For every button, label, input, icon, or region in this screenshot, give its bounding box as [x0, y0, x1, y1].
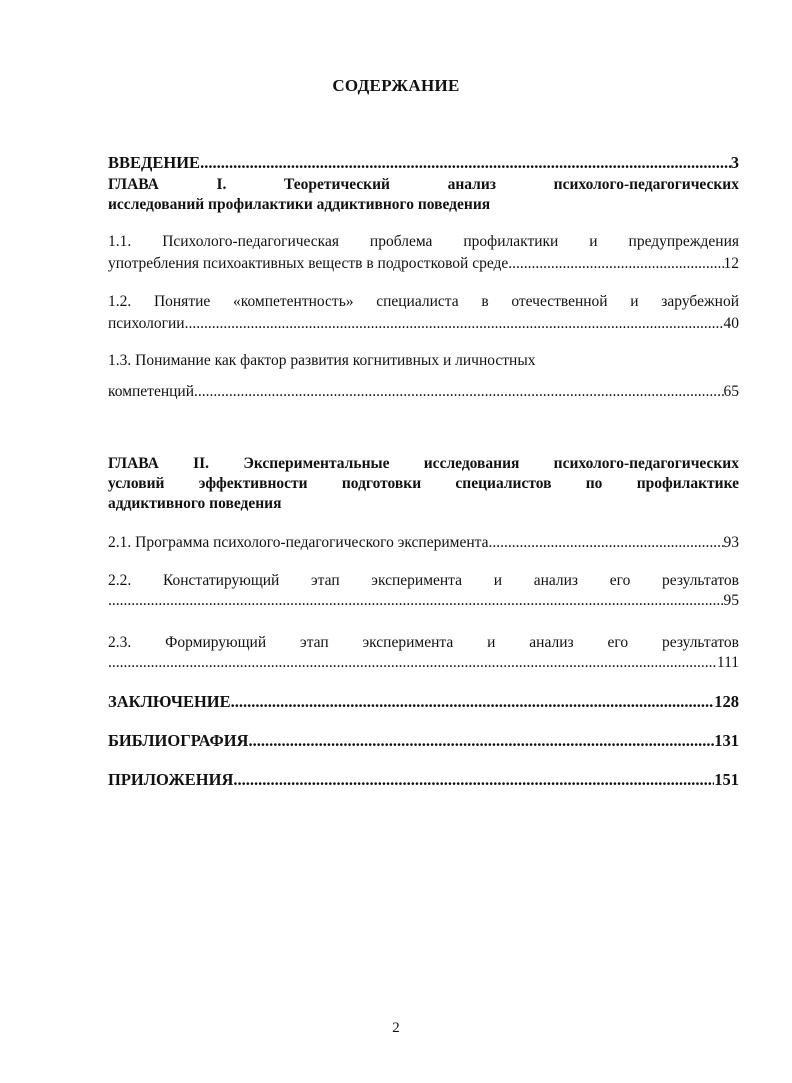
toc-entry-1-2	[108, 315, 739, 333]
toc-page: 151	[714, 770, 739, 789]
toc-label: ЗАКЛЮЧЕНИЕ	[108, 692, 231, 711]
toc-label: БИБЛИОГРАФИЯ	[108, 731, 249, 750]
toc-label: 2.1. Программа психолого-педагогического эксперимента	[108, 534, 489, 551]
toc-page: 12	[723, 255, 739, 272]
toc-leader	[231, 692, 715, 712]
toc-page: 65	[723, 383, 739, 400]
toc-entry-conclusion	[108, 692, 739, 712]
toc-label: ПРИЛОЖЕНИЯ	[108, 770, 234, 789]
toc-leader	[508, 255, 723, 273]
toc-leader	[108, 654, 717, 672]
toc-page: 40	[723, 315, 739, 332]
chapter-2-heading-line2: условий эффективности подготовки специалистов по профилактике	[108, 475, 739, 492]
toc-entry-2-2-line1: 2.2. Констатирующий этап эксперимента и анализ его результатов	[108, 572, 739, 589]
toc-page: 95	[723, 592, 739, 609]
toc-entry-introduction	[108, 153, 739, 173]
toc-entry-1-1-line1: 1.1. Психолого-педагогическая проблема профилактики и предупреждения	[108, 233, 739, 250]
toc-entry-1-3	[108, 383, 739, 401]
toc-leader	[108, 592, 724, 610]
chapter-2-heading	[108, 454, 739, 514]
toc-leader	[233, 770, 714, 790]
toc-page: 111	[716, 654, 739, 671]
toc-leader	[194, 383, 723, 401]
toc-label: компетенций	[108, 383, 195, 400]
toc-entry-2-3	[108, 654, 739, 672]
toc-entry-2-1	[108, 534, 739, 552]
toc-label: ВВЕДЕНИЕ	[108, 153, 201, 172]
toc-entry-2-2	[108, 592, 739, 610]
toc-leader	[248, 731, 714, 751]
toc-entry-bibliography	[108, 731, 739, 751]
chapter-2-heading-line3: аддиктивного поведения	[108, 495, 282, 512]
toc-label: психологии	[108, 315, 185, 332]
toc-page: 93	[723, 534, 739, 551]
toc-page: 3	[730, 153, 739, 172]
toc-leader	[200, 153, 731, 173]
page-title: СОДЕРЖАНИЕ	[332, 76, 460, 95]
chapter-1-heading	[108, 175, 739, 215]
toc-entry-appendices	[108, 770, 739, 790]
toc-entry-1-1	[108, 255, 739, 273]
toc-entry-1-2-line1: 1.2. Понятие «компетентность» специалиста в отечественной и зарубежной	[108, 293, 739, 310]
toc-page: 131	[714, 731, 739, 750]
toc-page: 128	[714, 692, 739, 711]
toc-entry-1-3-line1: 1.3. Понимание как фактор развития когнитивных и личностных	[108, 352, 536, 369]
toc-leader	[185, 315, 724, 333]
chapter-1-heading-line2: исследований профилактики аддиктивного поведения	[108, 196, 491, 213]
toc-entry-2-3-line1: 2.3. Формирующий этап эксперимента и анализ его результатов	[108, 634, 739, 651]
chapter-1-heading-line1: ГЛАВА I. Теоретический анализ психолого-педагогических	[108, 176, 739, 193]
toc-leader	[488, 534, 723, 552]
page-number: 2	[392, 1020, 400, 1036]
chapter-2-heading-line1: ГЛАВА II. Экспериментальные исследования психолого-педагогических	[108, 455, 739, 472]
toc-label: употребления психоактивных веществ в подростковой среде	[108, 255, 509, 272]
